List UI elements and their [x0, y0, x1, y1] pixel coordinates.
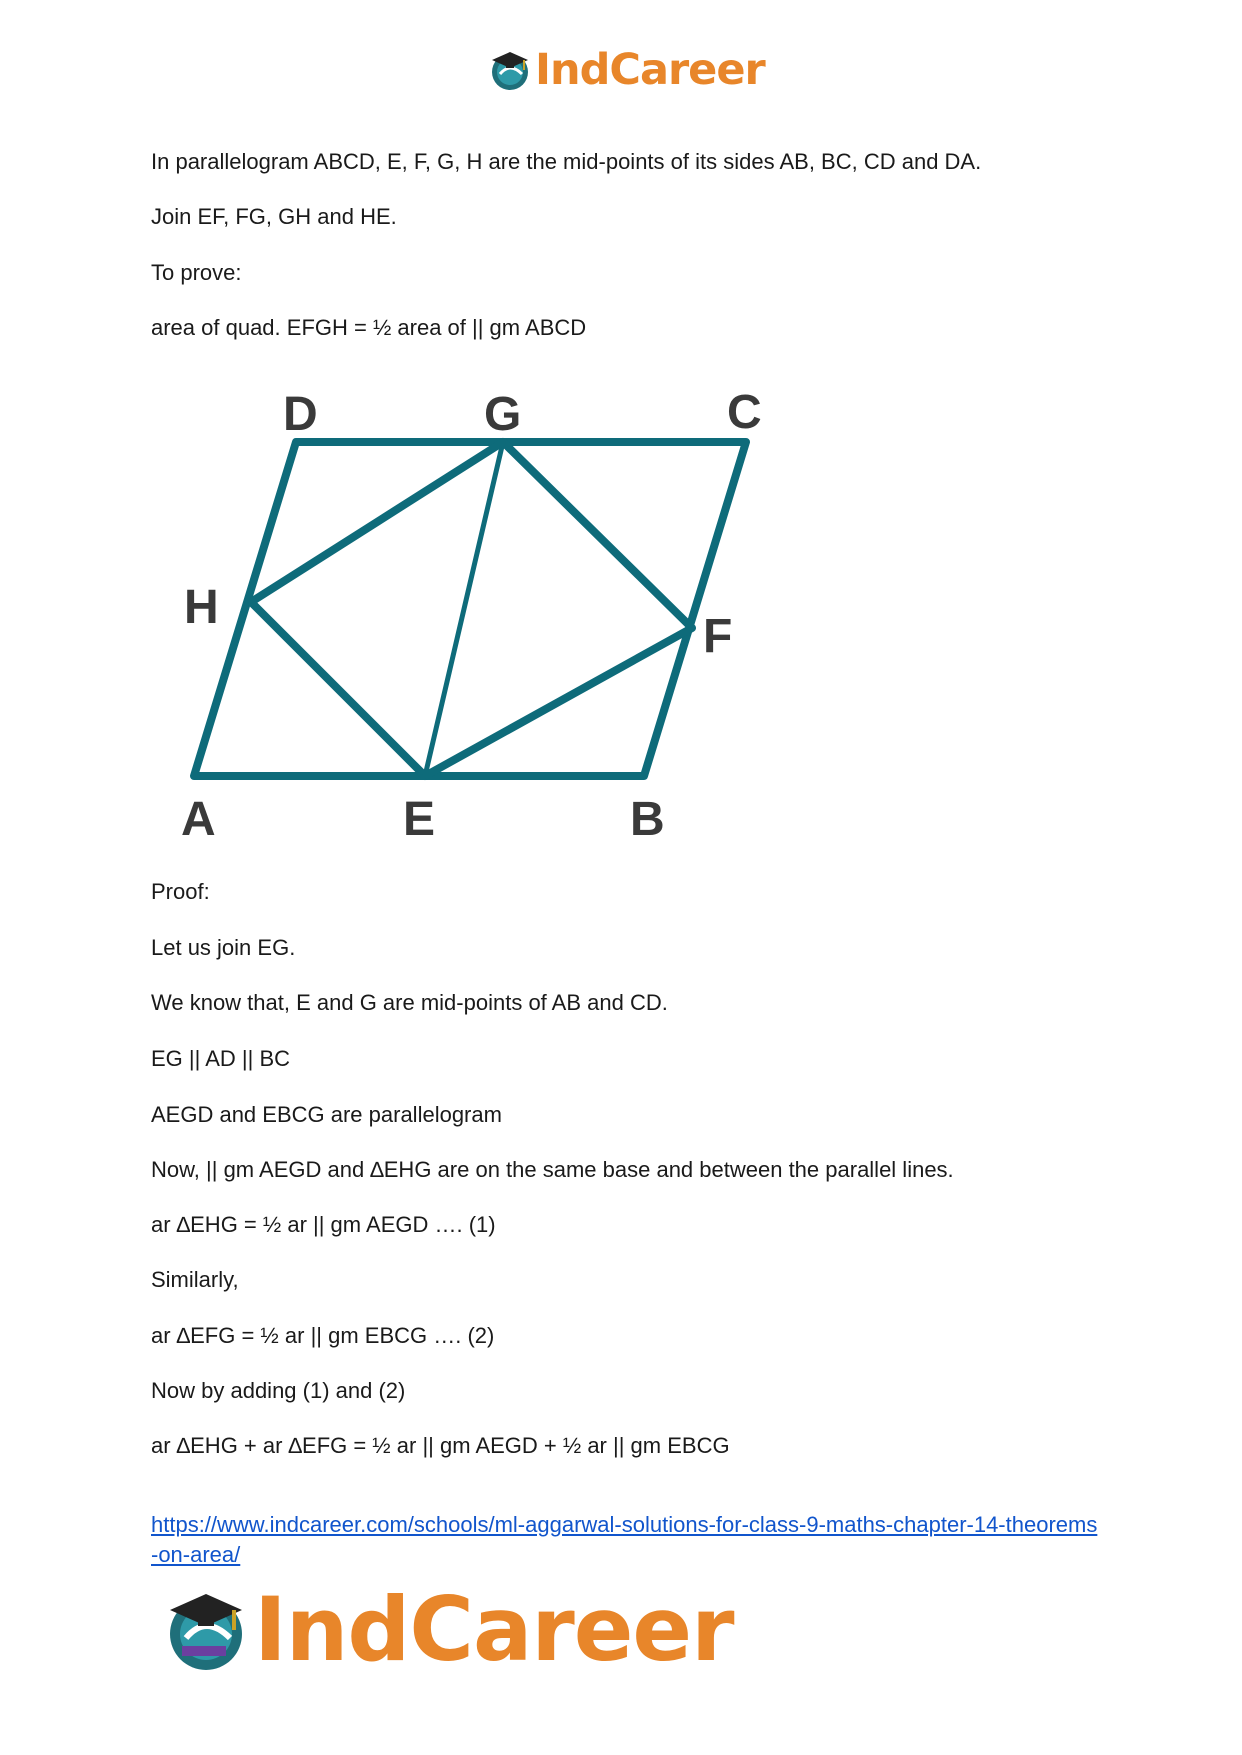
footer-logo-text: IndCareer — [254, 1578, 734, 1681]
label-d: D — [283, 388, 318, 441]
intro-line-3: To prove: — [151, 260, 242, 285]
graduation-globe-icon — [488, 48, 532, 92]
intro-line-1: In parallelogram ABCD, E, F, G, H are the mid-points of its sides AB, BC, CD and DA. — [151, 149, 982, 174]
quadrilateral-efgh — [251, 442, 692, 776]
proof-line-3: We know that, E and G are mid-points of AB and CD. — [151, 990, 668, 1015]
header-logo-text: IndCareer — [535, 44, 765, 95]
proof-line-6: Now, || gm AEGD and ∆EHG are on the same base and between the parallel lines. — [151, 1157, 954, 1182]
proof-line-2: Let us join EG. — [151, 935, 296, 960]
label-e: E — [403, 793, 436, 846]
source-link[interactable]: https://www.indcareer.com/schools/ml-aggarwal-solutions-for-class-9-maths-chapter-14-theorems-on-area/ — [151, 1512, 1098, 1567]
header-logo — [488, 40, 765, 100]
label-f: F — [703, 610, 733, 663]
proof-line-11: ar ∆EHG + ar ∆EFG = ½ ar || gm AEGD + ½ ar || gm EBCG — [151, 1433, 730, 1458]
proof-line-7: ar ∆EHG = ½ ar || gm AEGD …. (1) — [151, 1212, 496, 1237]
proof-line-9: ar ∆EFG = ½ ar || gm EBCG …. (2) — [151, 1323, 495, 1348]
intro-line-2: Join EF, FG, GH and HE. — [151, 204, 397, 229]
segment-eg — [425, 442, 503, 776]
proof-heading: Proof: — [151, 879, 210, 904]
proof-line-4: EG || AD || BC — [151, 1046, 291, 1071]
label-b: B — [630, 793, 665, 846]
footer-logo — [162, 1578, 734, 1681]
proof-line-5: AEGD and EBCG are parallelogram — [151, 1102, 502, 1127]
label-h: H — [184, 581, 219, 634]
intro-line-4: area of quad. EFGH = ½ area of || gm ABCD — [151, 315, 587, 340]
parallelogram-figure — [170, 380, 770, 850]
graduation-globe-icon — [162, 1586, 250, 1674]
label-g: G — [484, 388, 522, 441]
label-c: C — [727, 386, 762, 439]
parallelogram-abcd — [194, 442, 746, 776]
proof-line-8: Similarly, — [151, 1267, 239, 1292]
proof-line-10: Now by adding (1) and (2) — [151, 1378, 406, 1403]
label-a: A — [181, 793, 216, 846]
